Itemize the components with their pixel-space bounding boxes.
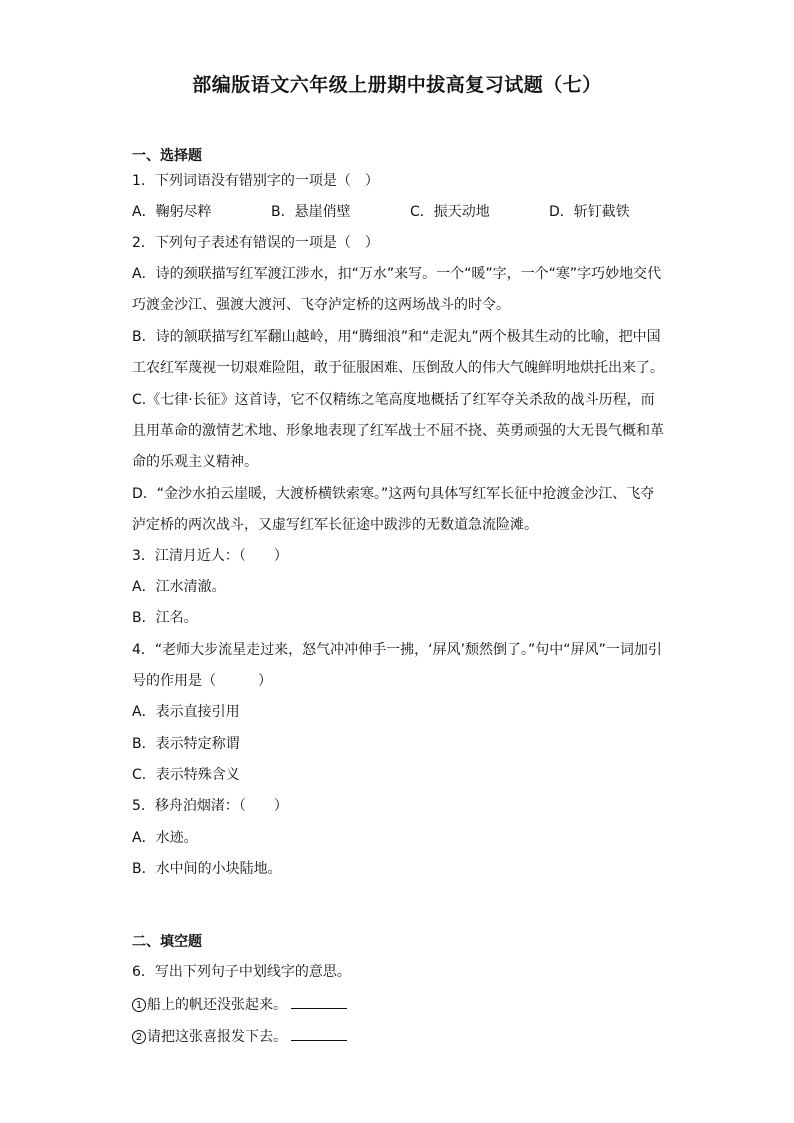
question-2-line: 工农红军蔑视一切艰难险阻，敢于征服困难、压倒敌人的伟大气魄鲜明地烘托出来了。 [132,360,664,376]
question-3-option-b: B．江名。 [132,610,198,626]
question-6-item-text: 船上的帆还没张起来。 [147,997,287,1013]
section-heading-choice: 一、选择题 [132,148,202,164]
question-6-item-text: 请把这张喜报发下去。 [147,1029,287,1045]
question-6-item [132,994,347,1015]
question-2-line: C.《七律·长征》这首诗，它不仅精练之笔高度地概括了红军夺关杀敌的战斗历程，而 [132,392,655,408]
question-1-stem: 1．下列词语没有错别字的一项是（ ） [132,173,379,189]
circled-number: 1 [132,998,146,1012]
question-5-stem: 5．移舟泊烟渚：（ ） [132,798,288,814]
question-1-option-c: C．振天动地 [410,204,490,220]
question-2-line: 命的乐观主义精神。 [132,454,258,470]
question-2-line: 巧渡金沙江、强渡大渡河、飞夺泸定桥的这两场战斗的时令。 [132,297,510,313]
question-4-line: 4．“老师大步流星走过来，怒气冲冲伸手一拂，‘屏风’颓然倒了。”句中“屏风”一词加引 [132,642,662,658]
circled-number: 2 [132,1030,146,1044]
page-title: 部编版语文六年级上册期中拔高复习试题（七） [192,74,602,96]
question-5-option-b: B．水中间的小块陆地。 [132,861,282,877]
question-2-line: B．诗的颔联描写红军翻山越岭，用“腾细浪”和“走泥丸”两个极其生动的比喻，把中国 [132,329,661,345]
question-1-options [132,202,672,222]
section-heading-fill: 二、填空题 [132,934,202,950]
question-6-stem: 6．写出下列句子中划线字的意思。 [132,964,351,980]
question-1-option-b: B．悬崖俏壁 [271,204,351,220]
question-3-option-a: A．江水清澈。 [132,579,226,595]
question-2-line: 且用革命的激情艺术地、形象地表现了红军战士不屈不挠、英勇顽强的大无畏气概和革 [132,423,664,439]
question-2-line: D．“金沙水拍云崖暖，大渡桥横铁索寒。”这两句具体写红军长征中抢渡金沙江、飞夺 [132,486,655,502]
question-1-option-d: D．斩钉截铁 [549,204,630,220]
question-5-option-a: A．水迹。 [132,830,198,846]
question-6-item [132,1026,347,1047]
question-3-stem: 3．江清月近人：（ ） [132,548,288,564]
question-4-option-b: B．表示特定称谓 [132,736,240,752]
question-2-stem: 2．下列句子表述有错误的一项是（ ） [132,235,379,251]
question-1-option-a: A．鞠躬尽粹 [132,204,212,220]
question-2-line: A．诗的颈联描写红军渡江涉水，扣“万水”来写。一个“暖”字，一个“寒”字巧妙地交代 [132,266,662,282]
question-4-line: 号的作用是（ ） [132,673,272,689]
answer-blank[interactable] [291,1026,347,1041]
question-4-option-a: A．表示直接引用 [132,704,240,720]
question-4-option-c: C．表示特殊含义 [132,767,240,783]
question-2-line: 泸定桥的两次战斗，又虚写红军长征途中跋涉的无数道急流险滩。 [132,517,538,533]
answer-blank[interactable] [291,994,347,1009]
